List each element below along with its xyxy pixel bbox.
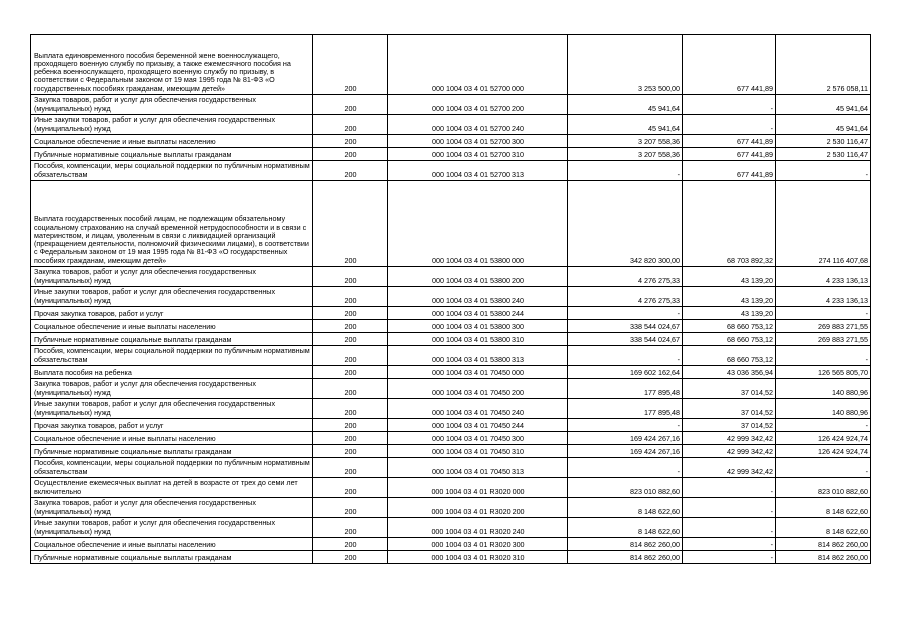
row-approved-amount: - [568,307,683,320]
row-approved-amount: 814 862 260,00 [568,538,683,551]
row-approved-amount: 3 207 558,36 [568,135,683,148]
row-approved-amount: 177 895,48 [568,399,683,419]
row-executed-amount: 37 014,52 [683,419,776,432]
row-unexecuted-amount: 126 424 924,74 [776,432,871,445]
row-name: Публичные нормативные социальные выплаты гражданам [31,333,313,346]
row-approved-amount: 823 010 882,60 [568,478,683,498]
row-approved-amount: 169 424 267,16 [568,432,683,445]
table-row [31,333,871,346]
row-executed-amount: 43 139,20 [683,307,776,320]
table-row [31,399,871,419]
row-name: Социальное обеспечение и иные выплаты населению [31,432,313,445]
row-unexecuted-amount: - [776,346,871,366]
row-executed-amount: 68 660 753,12 [683,346,776,366]
row-budget-classification-code: 000 1004 03 4 01 53800 240 [388,287,568,307]
row-name: Выплата пособия на ребенка [31,366,313,379]
row-line-code: 200 [313,267,388,287]
row-line-code: 200 [313,95,388,115]
row-approved-amount: - [568,161,683,181]
row-name: Пособия, компенсации, меры социальной поддержки по публичным нормативным обязательствам [31,346,313,366]
row-executed-amount: 677 441,89 [683,148,776,161]
row-unexecuted-amount: 140 880,96 [776,399,871,419]
row-budget-classification-code: 000 1004 03 4 01 53800 310 [388,333,568,346]
row-name: Закупка товаров, работ и услуг для обеспечения государственных (муниципальных) нужд [31,379,313,399]
row-executed-amount: - [683,551,776,564]
row-unexecuted-amount: 45 941,64 [776,115,871,135]
row-approved-amount: 3 253 500,00 [568,35,683,95]
row-budget-classification-code: 000 1004 03 4 01 52700 000 [388,35,568,95]
row-name: Закупка товаров, работ и услуг для обеспечения государственных (муниципальных) нужд [31,95,313,115]
table-row [31,320,871,333]
row-line-code: 200 [313,320,388,333]
row-name: Социальное обеспечение и иные выплаты населению [31,538,313,551]
row-approved-amount: 169 424 267,16 [568,445,683,458]
row-line-code: 200 [313,161,388,181]
row-budget-classification-code: 000 1004 03 4 01 52700 240 [388,115,568,135]
row-unexecuted-amount: 814 862 260,00 [776,538,871,551]
row-executed-amount: 37 014,52 [683,379,776,399]
row-line-code: 200 [313,432,388,445]
row-unexecuted-amount: - [776,307,871,320]
row-unexecuted-amount: 126 424 924,74 [776,445,871,458]
row-budget-classification-code: 000 1004 03 4 01 70450 240 [388,399,568,419]
row-line-code: 200 [313,478,388,498]
row-budget-classification-code: 000 1004 03 4 01 70450 313 [388,458,568,478]
row-approved-amount: 169 602 162,64 [568,366,683,379]
row-name: Пособия, компенсации, меры социальной поддержки по публичным нормативным обязательствам [31,161,313,181]
row-approved-amount: 45 941,64 [568,95,683,115]
row-approved-amount: 814 862 260,00 [568,551,683,564]
row-unexecuted-amount: 8 148 622,60 [776,518,871,538]
row-line-code: 200 [313,287,388,307]
table-row [31,95,871,115]
row-name: Иные закупки товаров, работ и услуг для обеспечения государственных (муниципальных) нужд [31,399,313,419]
row-unexecuted-amount: 269 883 271,55 [776,333,871,346]
row-name: Иные закупки товаров, работ и услуг для обеспечения государственных (муниципальных) нужд [31,287,313,307]
row-budget-classification-code: 000 1004 03 4 01 53800 300 [388,320,568,333]
table-row [31,419,871,432]
row-budget-classification-code: 000 1004 03 4 01 52700 200 [388,95,568,115]
row-name: Выплата единовременного пособия беременной жене военнослужащего, проходящего военную службу по призыву, а также ежемесячного пособия на ребенка военнослужащего, проходящего военную службу по призыву, в соответствии с Федеральным законом от 19 мая 1995 года № 81-ФЗ «О государственных пособиях гражданам, имеющим детей» [31,35,313,95]
table-row [31,379,871,399]
row-budget-classification-code: 000 1004 03 4 01 R3020 240 [388,518,568,538]
row-budget-classification-code: 000 1004 03 4 01 70450 000 [388,366,568,379]
row-line-code: 200 [313,346,388,366]
row-name: Прочая закупка товаров, работ и услуг [31,419,313,432]
row-executed-amount: 677 441,89 [683,161,776,181]
row-approved-amount: 4 276 275,33 [568,287,683,307]
table-row [31,35,871,95]
row-executed-amount: 68 660 753,12 [683,333,776,346]
row-executed-amount: 42 999 342,42 [683,458,776,478]
row-line-code: 200 [313,458,388,478]
row-executed-amount: 42 999 342,42 [683,445,776,458]
row-line-code: 200 [313,445,388,458]
row-line-code: 200 [313,148,388,161]
row-approved-amount: - [568,458,683,478]
row-line-code: 200 [313,115,388,135]
row-executed-amount: - [683,115,776,135]
row-executed-amount: - [683,518,776,538]
table-row [31,148,871,161]
table-row [31,551,871,564]
budget-execution-table [30,34,871,564]
row-line-code: 200 [313,35,388,95]
row-executed-amount: 43 139,20 [683,267,776,287]
table-row [31,458,871,478]
row-line-code: 200 [313,551,388,564]
row-budget-classification-code: 000 1004 03 4 01 52700 300 [388,135,568,148]
table-row [31,518,871,538]
row-approved-amount: 8 148 622,60 [568,498,683,518]
row-executed-amount: 68 660 753,12 [683,320,776,333]
table-row [31,498,871,518]
row-name: Закупка товаров, работ и услуг для обеспечения государственных (муниципальных) нужд [31,498,313,518]
table-row [31,115,871,135]
row-executed-amount: - [683,498,776,518]
row-line-code: 200 [313,366,388,379]
row-budget-classification-code: 000 1004 03 4 01 R3020 200 [388,498,568,518]
row-executed-amount: - [683,478,776,498]
row-line-code: 200 [313,379,388,399]
row-executed-amount: 677 441,89 [683,135,776,148]
row-budget-classification-code: 000 1004 03 4 01 70450 200 [388,379,568,399]
row-unexecuted-amount: 274 116 407,68 [776,181,871,267]
row-budget-classification-code: 000 1004 03 4 01 52700 313 [388,161,568,181]
row-executed-amount: 42 999 342,42 [683,432,776,445]
table-row [31,267,871,287]
row-budget-classification-code: 000 1004 03 4 01 70450 310 [388,445,568,458]
row-approved-amount: 342 820 300,00 [568,181,683,267]
table-row [31,366,871,379]
table-row [31,135,871,148]
row-line-code: 200 [313,399,388,419]
row-budget-classification-code: 000 1004 03 4 01 70450 244 [388,419,568,432]
row-name: Иные закупки товаров, работ и услуг для обеспечения государственных (муниципальных) нужд [31,518,313,538]
row-budget-classification-code: 000 1004 03 4 01 53800 000 [388,181,568,267]
row-name: Социальное обеспечение и иные выплаты населению [31,320,313,333]
row-approved-amount: 338 544 024,67 [568,333,683,346]
row-budget-classification-code: 000 1004 03 4 01 70450 300 [388,432,568,445]
row-unexecuted-amount: 45 941,64 [776,95,871,115]
row-line-code: 200 [313,538,388,551]
row-line-code: 200 [313,181,388,267]
row-executed-amount: 37 014,52 [683,399,776,419]
row-approved-amount: 8 148 622,60 [568,518,683,538]
row-unexecuted-amount: 2 576 058,11 [776,35,871,95]
row-name: Пособия, компенсации, меры социальной поддержки по публичным нормативным обязательствам [31,458,313,478]
table-row [31,432,871,445]
row-line-code: 200 [313,307,388,320]
row-executed-amount: 677 441,89 [683,35,776,95]
table-row [31,478,871,498]
table-row [31,445,871,458]
row-unexecuted-amount: 126 565 805,70 [776,366,871,379]
row-budget-classification-code: 000 1004 03 4 01 53800 200 [388,267,568,287]
row-budget-classification-code: 000 1004 03 4 01 53800 313 [388,346,568,366]
table-row [31,307,871,320]
row-unexecuted-amount: - [776,419,871,432]
row-unexecuted-amount: 2 530 116,47 [776,135,871,148]
row-unexecuted-amount: - [776,458,871,478]
row-unexecuted-amount: 4 233 136,13 [776,267,871,287]
row-budget-classification-code: 000 1004 03 4 01 R3020 000 [388,478,568,498]
row-name: Осуществление ежемесячных выплат на детей в возрасте от трех до семи лет включительно [31,478,313,498]
row-budget-classification-code: 000 1004 03 4 01 53800 244 [388,307,568,320]
row-name: Закупка товаров, работ и услуг для обеспечения государственных (муниципальных) нужд [31,267,313,287]
row-name: Публичные нормативные социальные выплаты гражданам [31,445,313,458]
table-row [31,346,871,366]
row-line-code: 200 [313,135,388,148]
row-unexecuted-amount: 4 233 136,13 [776,287,871,307]
table-row [31,181,871,267]
row-executed-amount: 43 139,20 [683,287,776,307]
row-approved-amount: 3 207 558,36 [568,148,683,161]
row-line-code: 200 [313,333,388,346]
row-unexecuted-amount: - [776,161,871,181]
row-name: Публичные нормативные социальные выплаты гражданам [31,148,313,161]
row-executed-amount: - [683,538,776,551]
row-approved-amount: 177 895,48 [568,379,683,399]
row-executed-amount: - [683,95,776,115]
row-budget-classification-code: 000 1004 03 4 01 R3020 310 [388,551,568,564]
table-row [31,538,871,551]
row-unexecuted-amount: 823 010 882,60 [776,478,871,498]
row-unexecuted-amount: 269 883 271,55 [776,320,871,333]
row-budget-classification-code: 000 1004 03 4 01 R3020 300 [388,538,568,551]
table-row [31,161,871,181]
row-line-code: 200 [313,498,388,518]
row-unexecuted-amount: 814 862 260,00 [776,551,871,564]
table-body [31,34,871,564]
row-approved-amount: - [568,346,683,366]
row-budget-classification-code: 000 1004 03 4 01 52700 310 [388,148,568,161]
row-name: Иные закупки товаров, работ и услуг для обеспечения государственных (муниципальных) нужд [31,115,313,135]
row-name: Публичные нормативные социальные выплаты гражданам [31,551,313,564]
row-name: Выплата государственных пособий лицам, не подлежащим обязательному социальному страхованию на случай временной нетрудоспособности и в связи с материнством, и лицам, уволенным в связи с ликвидацией организаций (прекращением деятельности, полномочий физическими лицами), в соответствии с Федеральным законом от 19 мая 1995 года № 81-ФЗ «О государственных пособиях гражданам, имеющим детей» [31,181,313,267]
row-unexecuted-amount: 2 530 116,47 [776,148,871,161]
row-approved-amount: 45 941,64 [568,115,683,135]
row-name: Прочая закупка товаров, работ и услуг [31,307,313,320]
row-name: Социальное обеспечение и иные выплаты населению [31,135,313,148]
row-executed-amount: 43 036 356,94 [683,366,776,379]
row-approved-amount: - [568,419,683,432]
table-row [31,287,871,307]
row-line-code: 200 [313,518,388,538]
row-line-code: 200 [313,419,388,432]
row-executed-amount: 68 703 892,32 [683,181,776,267]
row-approved-amount: 338 544 024,67 [568,320,683,333]
row-unexecuted-amount: 8 148 622,60 [776,498,871,518]
row-approved-amount: 4 276 275,33 [568,267,683,287]
row-unexecuted-amount: 140 880,96 [776,379,871,399]
